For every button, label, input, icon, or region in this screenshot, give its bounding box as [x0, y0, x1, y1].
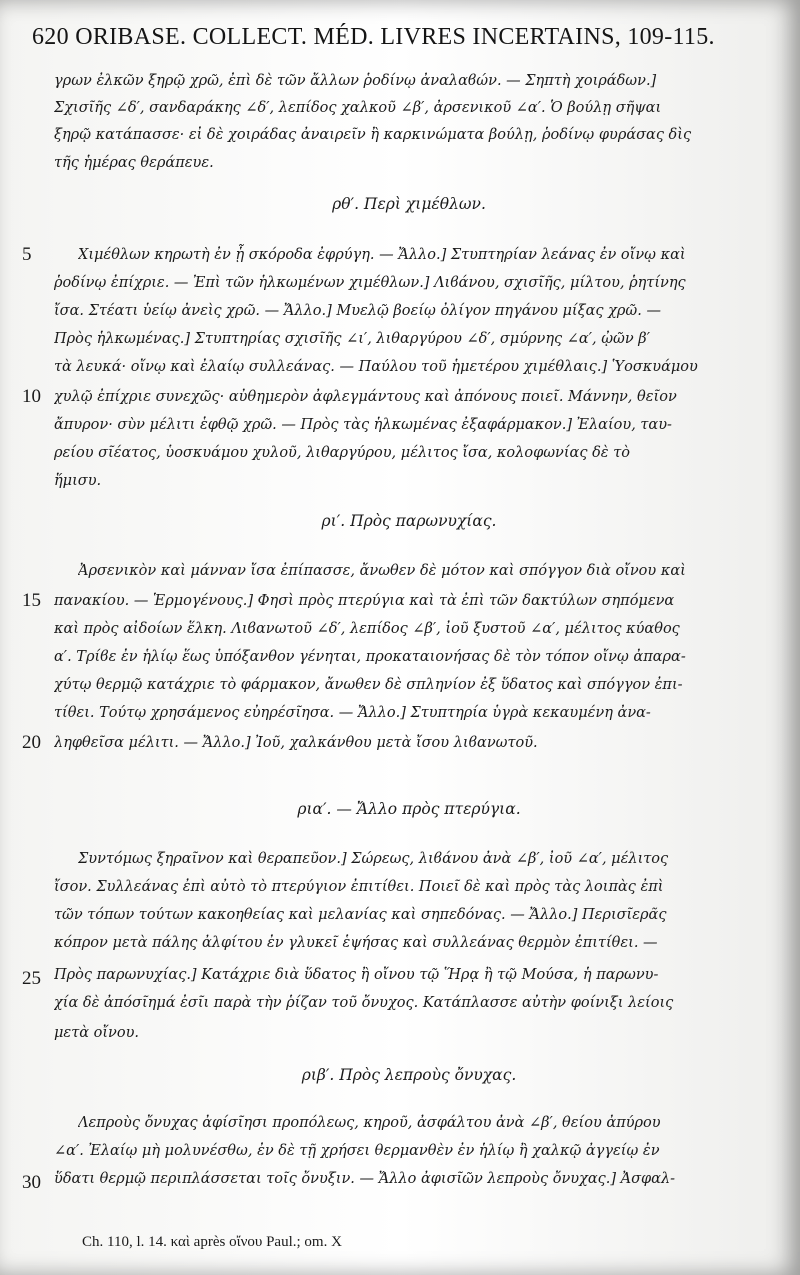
text-line: ῥοδίνῳ ἐπίχριε. — Ἐπὶ τῶν ἡλκωμένων χιμέθλων.] Λιϐάνου, σχισῖῆς, μίλτου, ῥητίνης [54, 275, 686, 291]
text-line: καὶ πρὸς αἰδοίων ἕλκη. Λιϐανωτοῦ ∠δ′, λεπίδος ∠β′, ἰοῦ ξυστοῦ ∠α′, μέλιτος κύαθος [54, 621, 680, 637]
section-heading: ρθ′. Περὶ χιμέθλων. [332, 195, 486, 213]
text-line: ἴσα. Στέατι ὑείῳ ἀνεὶς χρῶ. — Ἄλλο.] Μυελῷ βοείῳ ὀλίγον πηγάνου μίξας χρῶ. — [54, 303, 661, 319]
text-line: Ἀρσενικὸν καὶ μάνναν ἴσα ἐπίπασσε, ἄνωθεν δὲ μότον καὶ σπόγγον διὰ οἴνου καὶ [78, 563, 686, 579]
text-line: χύτῳ θερμῷ κατάχριε τὸ φάρμακον, ἄνωθεν δὲ σπληνίον ἐξ ὕδατος καὶ σπόγγον ἐπι- [54, 677, 683, 693]
text-line: α′. Τρίϐε ἐν ἡλίῳ ἕως ὑπόξανθον γένηται, προκαταιονήσας δὲ τὸν τόπον οἴνῳ ἀπαρα- [54, 649, 686, 665]
text-line: ἴσον. Συλλεάνας ἐπὶ αὐτὸ τὸ πτερύγιον ἐπιτίθει. Ποιεῖ δὲ καὶ πρὸς τὰς λοιπὰς ἐπὶ [54, 879, 664, 895]
text-line: ξηρῷ κατάπασσε· εἰ δὲ χοιράδας ἀναιρεῖν ἢ καρκινώματα βούλῃ, ῥοδίνῳ φυράσας δὶς [54, 127, 692, 143]
page-header: 620 ORIBASE. COLLECT. MÉD. LIVRES INCERTAINS, 109-115. [32, 24, 715, 50]
text-line: τίθει. Τούτῳ χρησάμενος εὐηρέσῖησα. — Ἄλλο.] Στυπτηρία ὑγρὰ κεκαυμένη ἀνα- [54, 705, 651, 721]
text-line: χυλῷ ἐπίχριε συνεχῶς· αὐθημερὸν ἀφλεγμάντους καὶ ἀπόνους ποιεῖ. Μάννην, θεῖον [54, 389, 677, 405]
footnote: Ch. 110, l. 14. καὶ après οἴνου Paul.; om. X [82, 1234, 342, 1250]
line-number: 15 [22, 590, 41, 611]
text-line: χία δὲ ἀπόσῖημά ἐσῖι παρὰ τὴν ῥίζαν τοῦ ὄνυχος. Κατάπλασσε αὐτὴν φοίνιξι λείοις [54, 995, 674, 1011]
text-line: κόπρον μετὰ πάλης ἀλφίτου ἐν γλυκεῖ ἑψήσας καὶ συλλεάνας θερμὸν ἐπιτίθει. — [54, 935, 658, 951]
text-line: ὕδατι θερμῷ περιπλάσσεται τοῖς ὄνυξιν. — Ἄλλο ἀφισῖῶν λεπροὺς ὄνυχας.] Ἀσφαλ- [54, 1171, 676, 1187]
section-heading: ρια′. — Ἄλλο πρὸς πτερύγια. [297, 800, 521, 818]
line-number: 10 [22, 386, 41, 407]
text-line: Πρὸς ἡλκωμένας.] Στυπτηρίας σχισῖῆς ∠ι′, λιθαργύρου ∠δ′, σμύρνης ∠α′, ᾠῶν β′ [54, 331, 650, 347]
text-line: Συντόμως ξηραῖνον καὶ θεραπεῦον.] Σώρεως, λιϐάνου ἀνὰ ∠β′, ἰοῦ ∠α′, μέλιτος [78, 851, 669, 867]
text-line: τῶν τόπων τούτων κακοηθείας καὶ μελανίας καὶ σηπεδόνας. — Ἄλλο.] Περισῖερᾶς [54, 907, 667, 923]
line-number: 25 [22, 968, 41, 989]
text-line: ληφθεῖσα μέλιτι. — Ἄλλο.] Ἰοῦ, χαλκάνθου μετὰ ἴσου λιϐανωτοῦ. [54, 735, 538, 751]
text-line: γρων ἐλκῶν ξηρῷ χρῶ, ἐπὶ δὲ τῶν ἄλλων ῥοδίνῳ ἀναλαϐών. — Σηπτὴ χοιράδων.] [54, 73, 657, 89]
text-line: ἥμισυ. [54, 473, 102, 489]
section-heading: ριβ′. Πρὸς λεπροὺς ὄνυχας. [301, 1066, 517, 1084]
text-line: Χιμέθλων κηρωτὴ ἐν ᾗ σκόροδα ἐφρύγη. — Ἄλλο.] Στυπτηρίαν λεάνας ἐν οἴνῳ καὶ [78, 247, 686, 263]
line-number: 20 [22, 732, 41, 753]
text-line: μετὰ οἴνου. [54, 1025, 140, 1041]
text-line: Σχισῖῆς ∠δ′, σανδαράκης ∠δ′, λεπίδος χαλκοῦ ∠β′, ἀρσενικοῦ ∠α′. Ὁ βούλῃ σῆψαι [54, 100, 662, 116]
text-line: ρείου σῖέατος, ὑοσκυάμου χυλοῦ, λιθαργύρου, μέλιτος ἴσα, κολοφωνίας δὲ τὸ [54, 445, 630, 461]
text-line: ἄπυρον· σὺν μέλιτι ἑφθῷ χρῶ. — Πρὸς τὰς ἡλκωμένας ἐξαφάρμακον.] Ἐλαίου, ταυ- [54, 417, 672, 433]
text-line: τὰ λευκά· οἴνῳ καὶ ἐλαίῳ συλλεάνας. — Παύλου τοῦ ἡμετέρου χιμέθλαις.] Ὑοσκυάμου [54, 359, 698, 375]
text-line: Πρὸς παρωνυχίας.] Κατάχριε διὰ ὕδατος ἢ οἴνου τῷ Ἥρᾳ ἢ τῷ Μούσα, ἡ παρωνυ- [54, 967, 659, 983]
section-heading: ρι′. Πρὸς παρωνυχίας. [321, 512, 497, 530]
text-line: ∠α′. Ἐλαίῳ μὴ μολυνέσθω, ἐν δὲ τῇ χρήσει θερμανθὲν ἐν ἡλίῳ ἢ χαλκῷ ἀγγείῳ ἐν [54, 1143, 660, 1159]
line-number: 5 [22, 244, 32, 265]
text-line: τῆς ἡμέρας θεράπευε. [54, 155, 214, 171]
line-number: 30 [22, 1172, 41, 1193]
text-line: πανακίου. — Ἑρμογένους.] Φησὶ πρὸς πτερύγια καὶ τὰ ἐπὶ τῶν δακτύλων σηπόμενα [54, 593, 675, 609]
text-line: Λεπροὺς ὄνυχας ἀφίσῖησι προπόλεως, κηροῦ, ἀσφάλτου ἀνὰ ∠β′, θείου ἀπύρου [78, 1115, 661, 1131]
